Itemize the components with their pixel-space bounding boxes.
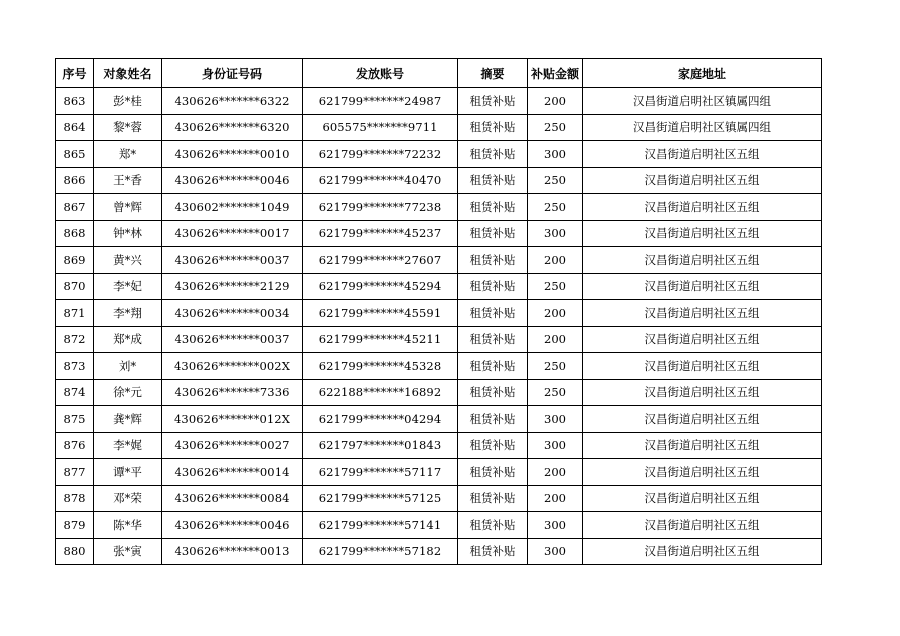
amount-cell: 200 (528, 247, 583, 274)
address-cell: 汉昌街道启明社区五组 (583, 141, 822, 168)
id-cell: 430626*******0084 (162, 485, 303, 512)
name-cell: 郑*成 (94, 326, 162, 353)
name-cell: 李*翔 (94, 300, 162, 327)
amount-cell: 300 (528, 220, 583, 247)
address-cell: 汉昌街道启明社区五组 (583, 326, 822, 353)
address-cell: 汉昌街道启明社区五组 (583, 432, 822, 459)
address-cell: 汉昌街道启明社区五组 (583, 512, 822, 539)
summary-cell: 租赁补贴 (458, 141, 528, 168)
summary-cell: 租赁补贴 (458, 432, 528, 459)
table-row (56, 167, 822, 194)
id-cell: 430626*******0013 (162, 538, 303, 565)
summary-cell: 租赁补贴 (458, 194, 528, 221)
account-cell: 621797*******01843 (303, 432, 458, 459)
id-cell: 430626*******0037 (162, 247, 303, 274)
id-cell: 430626*******0010 (162, 141, 303, 168)
account-cell: 622188*******16892 (303, 379, 458, 406)
address-cell: 汉昌街道启明社区五组 (583, 220, 822, 247)
address-cell: 汉昌街道启明社区五组 (583, 300, 822, 327)
summary-cell: 租赁补贴 (458, 485, 528, 512)
address-cell: 汉昌街道启明社区五组 (583, 406, 822, 433)
address-cell: 汉昌街道启明社区五组 (583, 538, 822, 565)
summary-cell: 租赁补贴 (458, 379, 528, 406)
id-cell: 430626*******0037 (162, 326, 303, 353)
id-cell: 430626*******6320 (162, 114, 303, 141)
address-cell: 汉昌街道启明社区五组 (583, 353, 822, 380)
amount-cell: 250 (528, 353, 583, 380)
account-cell: 621799*******45211 (303, 326, 458, 353)
table-row (56, 194, 822, 221)
address-cell: 汉昌街道启明社区五组 (583, 247, 822, 274)
address-cell: 汉昌街道启明社区五组 (583, 379, 822, 406)
table-row (56, 300, 822, 327)
table-row (56, 114, 822, 141)
serial-cell: 878 (56, 485, 94, 512)
account-cell: 621799*******24987 (303, 88, 458, 115)
amount-cell: 300 (528, 538, 583, 565)
address-cell: 汉昌街道启明社区五组 (583, 194, 822, 221)
name-cell: 彭*桂 (94, 88, 162, 115)
address-cell: 汉昌街道启明社区镇属四组 (583, 114, 822, 141)
account-cell: 621799*******77238 (303, 194, 458, 221)
amount-cell: 250 (528, 273, 583, 300)
id-cell: 430626*******0014 (162, 459, 303, 486)
serial-cell: 864 (56, 114, 94, 141)
header-serial: 序号 (56, 59, 94, 88)
name-cell: 张*寅 (94, 538, 162, 565)
table-row (56, 273, 822, 300)
account-cell: 621799*******57182 (303, 538, 458, 565)
address-cell: 汉昌街道启明社区五组 (583, 485, 822, 512)
amount-cell: 250 (528, 114, 583, 141)
table-row (56, 485, 822, 512)
serial-cell: 871 (56, 300, 94, 327)
id-cell: 430626*******0034 (162, 300, 303, 327)
table-row (56, 220, 822, 247)
serial-cell: 863 (56, 88, 94, 115)
table-row (56, 353, 822, 380)
name-cell: 王*香 (94, 167, 162, 194)
table-row (56, 326, 822, 353)
account-cell: 621799*******45237 (303, 220, 458, 247)
summary-cell: 租赁补贴 (458, 326, 528, 353)
address-cell: 汉昌街道启明社区五组 (583, 273, 822, 300)
serial-cell: 876 (56, 432, 94, 459)
id-cell: 430626*******0017 (162, 220, 303, 247)
summary-cell: 租赁补贴 (458, 459, 528, 486)
account-cell: 621799*******27607 (303, 247, 458, 274)
table-row (56, 247, 822, 274)
table-body (56, 88, 822, 565)
serial-cell: 877 (56, 459, 94, 486)
amount-cell: 300 (528, 406, 583, 433)
name-cell: 刘* (94, 353, 162, 380)
amount-cell: 250 (528, 194, 583, 221)
serial-cell: 872 (56, 326, 94, 353)
amount-cell: 300 (528, 512, 583, 539)
id-cell: 430626*******0046 (162, 167, 303, 194)
account-cell: 605575*******9711 (303, 114, 458, 141)
table-row (56, 88, 822, 115)
account-cell: 621799*******40470 (303, 167, 458, 194)
name-cell: 徐*元 (94, 379, 162, 406)
summary-cell: 租赁补贴 (458, 220, 528, 247)
name-cell: 陈*华 (94, 512, 162, 539)
name-cell: 李*娓 (94, 432, 162, 459)
amount-cell: 200 (528, 326, 583, 353)
name-cell: 黄*兴 (94, 247, 162, 274)
id-cell: 430626*******6322 (162, 88, 303, 115)
account-cell: 621799*******04294 (303, 406, 458, 433)
address-cell: 汉昌街道启明社区五组 (583, 167, 822, 194)
table-row (56, 538, 822, 565)
name-cell: 曾*辉 (94, 194, 162, 221)
name-cell: 李*妃 (94, 273, 162, 300)
amount-cell: 200 (528, 485, 583, 512)
account-cell: 621799*******57117 (303, 459, 458, 486)
header-id-number: 身份证号码 (162, 59, 303, 88)
serial-cell: 866 (56, 167, 94, 194)
summary-cell: 租赁补贴 (458, 167, 528, 194)
id-cell: 430626*******0027 (162, 432, 303, 459)
id-cell: 430626*******7336 (162, 379, 303, 406)
name-cell: 郑* (94, 141, 162, 168)
serial-cell: 879 (56, 512, 94, 539)
table-row (56, 512, 822, 539)
summary-cell: 租赁补贴 (458, 300, 528, 327)
summary-cell: 租赁补贴 (458, 273, 528, 300)
header-row (56, 59, 822, 88)
id-cell: 430626*******002X (162, 353, 303, 380)
subsidy-table (55, 58, 822, 565)
id-cell: 430602*******1049 (162, 194, 303, 221)
header-summary: 摘要 (458, 59, 528, 88)
serial-cell: 880 (56, 538, 94, 565)
summary-cell: 租赁补贴 (458, 512, 528, 539)
amount-cell: 200 (528, 459, 583, 486)
summary-cell: 租赁补贴 (458, 114, 528, 141)
account-cell: 621799*******57141 (303, 512, 458, 539)
name-cell: 龚*辉 (94, 406, 162, 433)
address-cell: 汉昌街道启明社区镇属四组 (583, 88, 822, 115)
serial-cell: 874 (56, 379, 94, 406)
table-row (56, 406, 822, 433)
id-cell: 430626*******2129 (162, 273, 303, 300)
account-cell: 621799*******45328 (303, 353, 458, 380)
serial-cell: 873 (56, 353, 94, 380)
table-row (56, 141, 822, 168)
amount-cell: 300 (528, 432, 583, 459)
name-cell: 钟*林 (94, 220, 162, 247)
amount-cell: 250 (528, 379, 583, 406)
amount-cell: 200 (528, 300, 583, 327)
name-cell: 谭*平 (94, 459, 162, 486)
account-cell: 621799*******45294 (303, 273, 458, 300)
account-cell: 621799*******45591 (303, 300, 458, 327)
header-name: 对象姓名 (94, 59, 162, 88)
header-amount: 补贴金额 (528, 59, 583, 88)
amount-cell: 200 (528, 88, 583, 115)
table-row (56, 459, 822, 486)
amount-cell: 300 (528, 141, 583, 168)
serial-cell: 865 (56, 141, 94, 168)
account-cell: 621799*******72232 (303, 141, 458, 168)
summary-cell: 租赁补贴 (458, 88, 528, 115)
summary-cell: 租赁补贴 (458, 353, 528, 380)
header-address: 家庭地址 (583, 59, 822, 88)
table-row (56, 379, 822, 406)
header-account: 发放账号 (303, 59, 458, 88)
table-row (56, 432, 822, 459)
name-cell: 邓*荣 (94, 485, 162, 512)
serial-cell: 875 (56, 406, 94, 433)
account-cell: 621799*******57125 (303, 485, 458, 512)
id-cell: 430626*******012X (162, 406, 303, 433)
serial-cell: 867 (56, 194, 94, 221)
summary-cell: 租赁补贴 (458, 538, 528, 565)
summary-cell: 租赁补贴 (458, 406, 528, 433)
amount-cell: 250 (528, 167, 583, 194)
serial-cell: 868 (56, 220, 94, 247)
name-cell: 黎*蓉 (94, 114, 162, 141)
serial-cell: 869 (56, 247, 94, 274)
summary-cell: 租赁补贴 (458, 247, 528, 274)
serial-cell: 870 (56, 273, 94, 300)
id-cell: 430626*******0046 (162, 512, 303, 539)
address-cell: 汉昌街道启明社区五组 (583, 459, 822, 486)
